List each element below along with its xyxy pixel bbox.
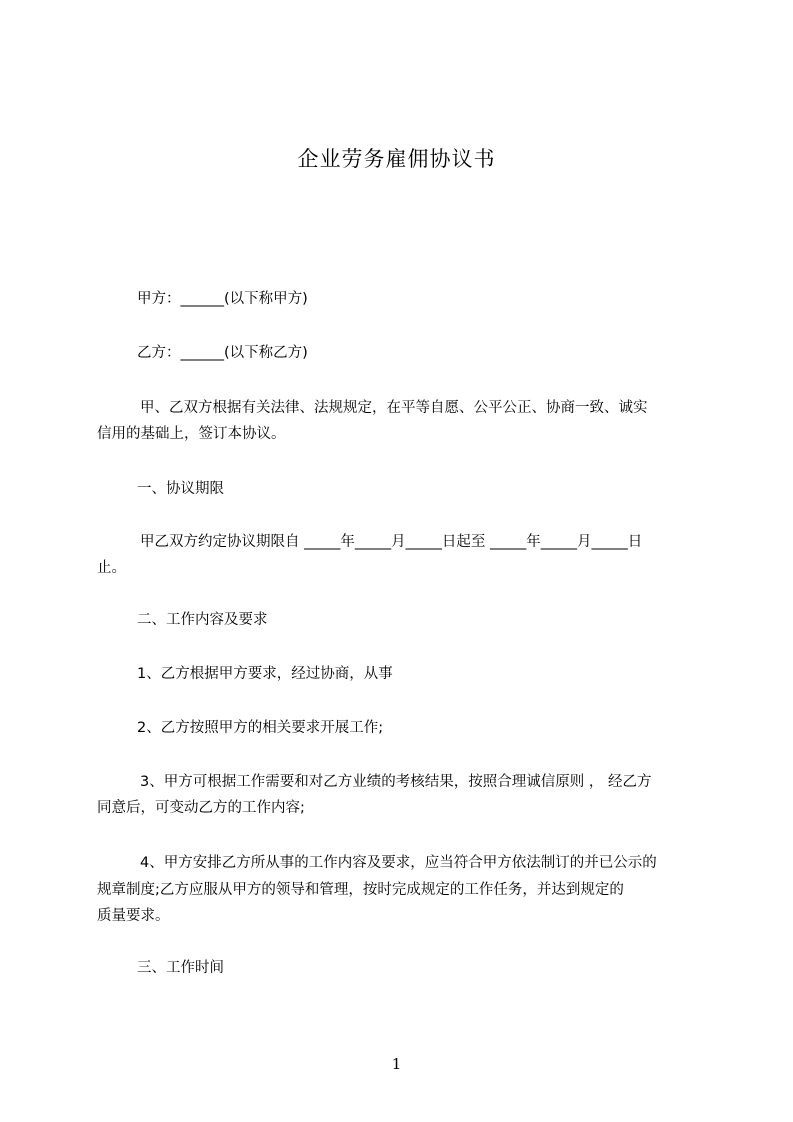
preamble-line-2: 信用的基础上，签订本协议。: [97, 426, 286, 442]
section-2-item-4-line-2: 规章制度;乙方应服从甲方的领导和管理，按时完成规定的工作任务，并达到规定的: [97, 882, 624, 898]
section-1-line-1: 甲乙双方约定协议期限自 _____年_____月_____日起至 _____年_____月_____日: [140, 534, 643, 550]
section-2-item-3-line-2: 同意后，可变动乙方的工作内容;: [97, 800, 305, 816]
section-2-item-4-line-3: 质量要求。: [97, 908, 170, 924]
preamble-line-1: 甲、乙双方根据有关法律、法规规定，在平等自愿、公平公正、协商一致、诚实: [140, 400, 648, 416]
party-b-line: 乙方：______(以下称乙方): [137, 345, 308, 361]
document-title: 企业劳务雇佣协议书: [297, 147, 496, 171]
section-2-heading: 二、工作内容及要求: [137, 612, 268, 628]
section-2-item-3-line-1: 3、甲方可根据工作需要和对乙方业绩的考核结果，按照合理诚信原则 ， 经乙方: [140, 774, 652, 790]
section-2-item-4-line-1: 4、甲方安排乙方所从事的工作内容及要求，应当符合甲方依法制订的并已公示的: [140, 855, 657, 871]
section-2-item-1: 1、乙方根据甲方要求，经过协商，从事: [137, 666, 393, 682]
section-1-heading: 一、协议期限: [137, 481, 224, 497]
party-a-line: 甲方：______(以下称甲方): [137, 291, 308, 307]
section-3-heading: 三、工作时间: [137, 960, 224, 976]
page-number: 1: [391, 1055, 402, 1073]
section-1-line-2: 止。: [97, 560, 126, 576]
section-2-item-2: 2、乙方按照甲方的相关要求开展工作;: [137, 720, 384, 736]
